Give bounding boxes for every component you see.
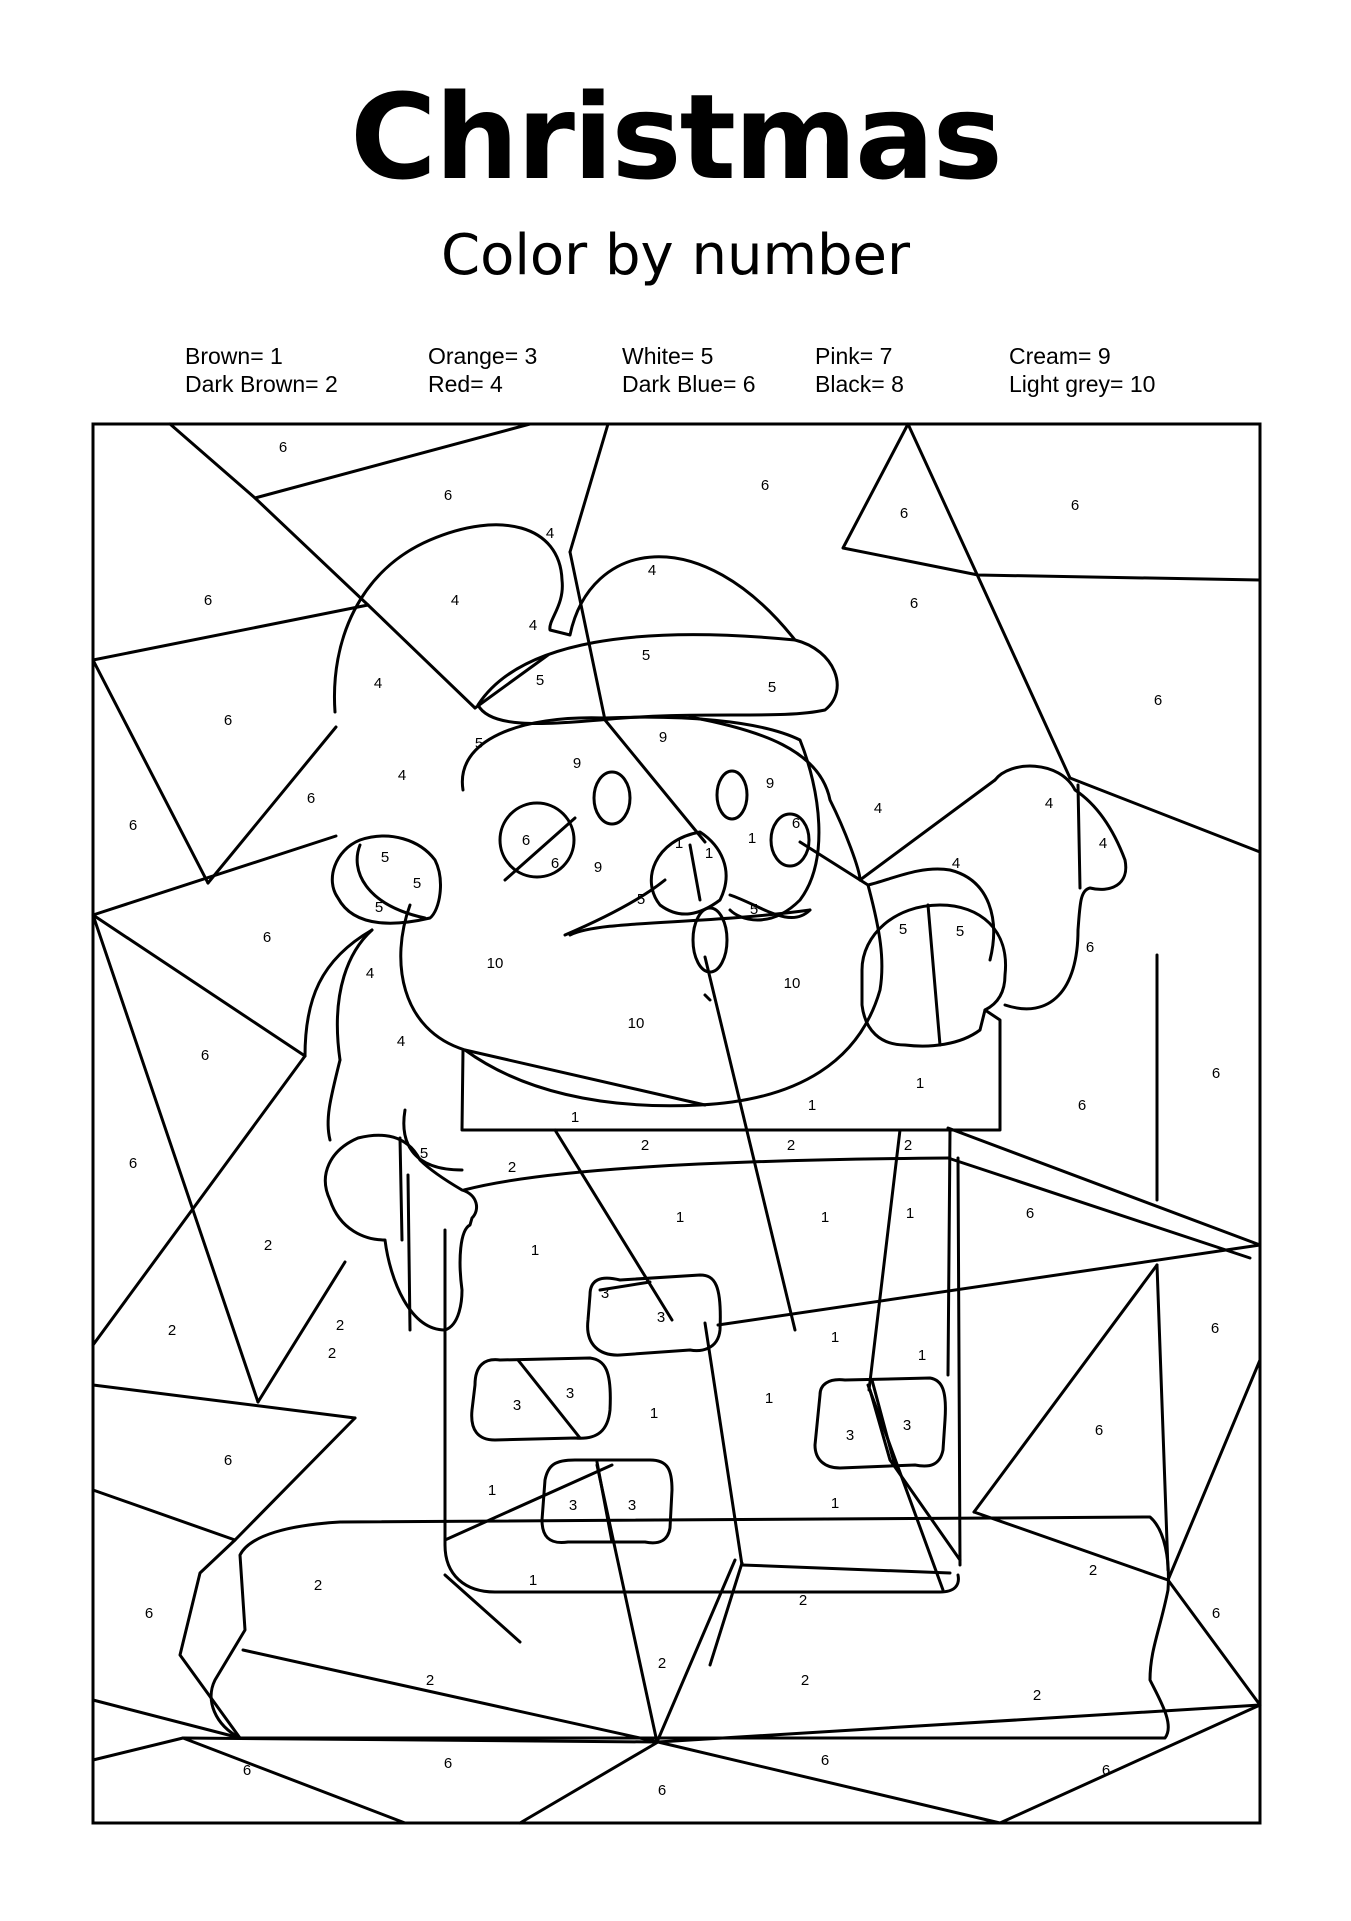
region-number: 5 <box>374 899 384 916</box>
region-number: 6 <box>144 1605 154 1622</box>
region-number: 1 <box>487 1482 497 1499</box>
region-number: 6 <box>1085 939 1095 956</box>
region-number: 6 <box>278 439 288 456</box>
region-number: 2 <box>1032 1687 1042 1704</box>
region-number: 10 <box>783 975 801 992</box>
region-number: 6 <box>242 1762 252 1779</box>
region-number: 5 <box>419 1145 429 1162</box>
region-number: 9 <box>658 729 668 746</box>
region-number: 1 <box>830 1495 840 1512</box>
region-number: 1 <box>830 1329 840 1346</box>
legend-entry: Pink= 7 <box>815 343 893 369</box>
region-number: 6 <box>657 1782 667 1799</box>
region-number: 3 <box>656 1309 666 1326</box>
region-number: 6 <box>223 1452 233 1469</box>
region-number: 4 <box>647 562 657 579</box>
region-number: 2 <box>798 1592 808 1609</box>
region-number: 4 <box>528 617 538 634</box>
region-number: 6 <box>820 1752 830 1769</box>
legend-entry: Cream= 9 <box>1009 343 1111 369</box>
region-number: 5 <box>636 891 646 908</box>
region-number: 6 <box>200 1047 210 1064</box>
region-number: 6 <box>899 505 909 522</box>
region-number: 4 <box>397 767 407 784</box>
region-number: 10 <box>627 1015 645 1032</box>
region-number-labels <box>129 439 1220 1799</box>
region-number: 1 <box>674 835 684 852</box>
legend-entry: Brown= 1 <box>185 343 283 369</box>
region-number: 2 <box>903 1137 913 1154</box>
region-number: 5 <box>955 923 965 940</box>
legend-entry: White= 5 <box>622 343 714 369</box>
region-number: 1 <box>917 1347 927 1364</box>
region-number: 2 <box>327 1345 337 1362</box>
region-number: 6 <box>909 595 919 612</box>
region-number: 1 <box>675 1209 685 1226</box>
region-number: 2 <box>657 1655 667 1672</box>
region-number: 6 <box>443 487 453 504</box>
region-number: 4 <box>365 965 375 982</box>
region-number: 1 <box>747 830 757 847</box>
region-number: 4 <box>951 855 961 872</box>
region-number: 5 <box>474 735 484 752</box>
region-number: 2 <box>1088 1562 1098 1579</box>
region-number: 2 <box>313 1577 323 1594</box>
legend-entry: Orange= 3 <box>428 343 538 369</box>
region-number: 6 <box>791 815 801 832</box>
region-number: 1 <box>764 1390 774 1407</box>
region-number: 5 <box>749 901 759 918</box>
region-number: 6 <box>128 817 138 834</box>
region-number: 3 <box>902 1417 912 1434</box>
region-number: 6 <box>128 1155 138 1172</box>
region-number: 3 <box>845 1427 855 1444</box>
region-number: 3 <box>627 1497 637 1514</box>
page-subtitle: Color by number <box>440 223 911 288</box>
region-number: 2 <box>425 1672 435 1689</box>
page-title: Christmas <box>350 68 1001 206</box>
region-number: 1 <box>649 1405 659 1422</box>
region-number: 9 <box>572 755 582 772</box>
region-number: 6 <box>262 929 272 946</box>
region-number: 1 <box>528 1572 538 1589</box>
region-number: 5 <box>412 875 422 892</box>
region-number: 6 <box>1101 1762 1111 1779</box>
region-number: 6 <box>1077 1097 1087 1114</box>
region-number: 1 <box>704 845 714 862</box>
region-number: 6 <box>1210 1320 1220 1337</box>
region-number: 6 <box>1211 1605 1221 1622</box>
region-number: 3 <box>565 1385 575 1402</box>
region-number: 1 <box>915 1075 925 1092</box>
region-number: 2 <box>263 1237 273 1254</box>
region-number: 6 <box>306 790 316 807</box>
region-number: 2 <box>167 1322 177 1339</box>
region-number: 1 <box>807 1097 817 1114</box>
region-number: 1 <box>570 1109 580 1126</box>
region-number: 4 <box>1044 795 1054 812</box>
legend-entry: Dark Blue= 6 <box>622 371 756 397</box>
region-number: 9 <box>593 859 603 876</box>
region-number: 5 <box>767 679 777 696</box>
region-number: 6 <box>1153 692 1163 709</box>
region-number: 1 <box>905 1205 915 1222</box>
legend-entry: Dark Brown= 2 <box>185 371 338 397</box>
region-number: 2 <box>800 1672 810 1689</box>
region-number: 6 <box>1070 497 1080 514</box>
region-number: 6 <box>203 592 213 609</box>
region-number: 5 <box>535 672 545 689</box>
legend-entry: Red= 4 <box>428 371 503 397</box>
region-number: 2 <box>786 1137 796 1154</box>
santa-figure <box>211 525 1168 1742</box>
region-number: 6 <box>550 855 560 872</box>
region-number: 6 <box>223 712 233 729</box>
region-number: 1 <box>820 1209 830 1226</box>
region-number: 4 <box>1098 835 1108 852</box>
region-number: 9 <box>765 775 775 792</box>
region-number: 1 <box>530 1242 540 1259</box>
region-number: 6 <box>1211 1065 1221 1082</box>
region-number: 2 <box>507 1159 517 1176</box>
region-number: 4 <box>545 525 555 542</box>
region-number: 6 <box>1094 1422 1104 1439</box>
legend-entry: Black= 8 <box>815 371 904 397</box>
region-number: 4 <box>450 592 460 609</box>
region-number: 5 <box>898 921 908 938</box>
region-number: 6 <box>760 477 770 494</box>
region-number: 3 <box>568 1497 578 1514</box>
region-number: 6 <box>1025 1205 1035 1222</box>
legend-entry: Light grey= 10 <box>1009 371 1156 397</box>
region-number: 3 <box>512 1397 522 1414</box>
region-number: 6 <box>521 832 531 849</box>
region-number: 4 <box>373 675 383 692</box>
region-number: 4 <box>396 1033 406 1050</box>
region-number: 5 <box>380 849 390 866</box>
region-number: 3 <box>600 1285 610 1302</box>
region-number: 6 <box>443 1755 453 1772</box>
region-number: 4 <box>873 800 883 817</box>
region-number: 10 <box>486 955 504 972</box>
region-number: 2 <box>640 1137 650 1154</box>
region-number: 2 <box>335 1317 345 1334</box>
region-number: 5 <box>641 647 651 664</box>
